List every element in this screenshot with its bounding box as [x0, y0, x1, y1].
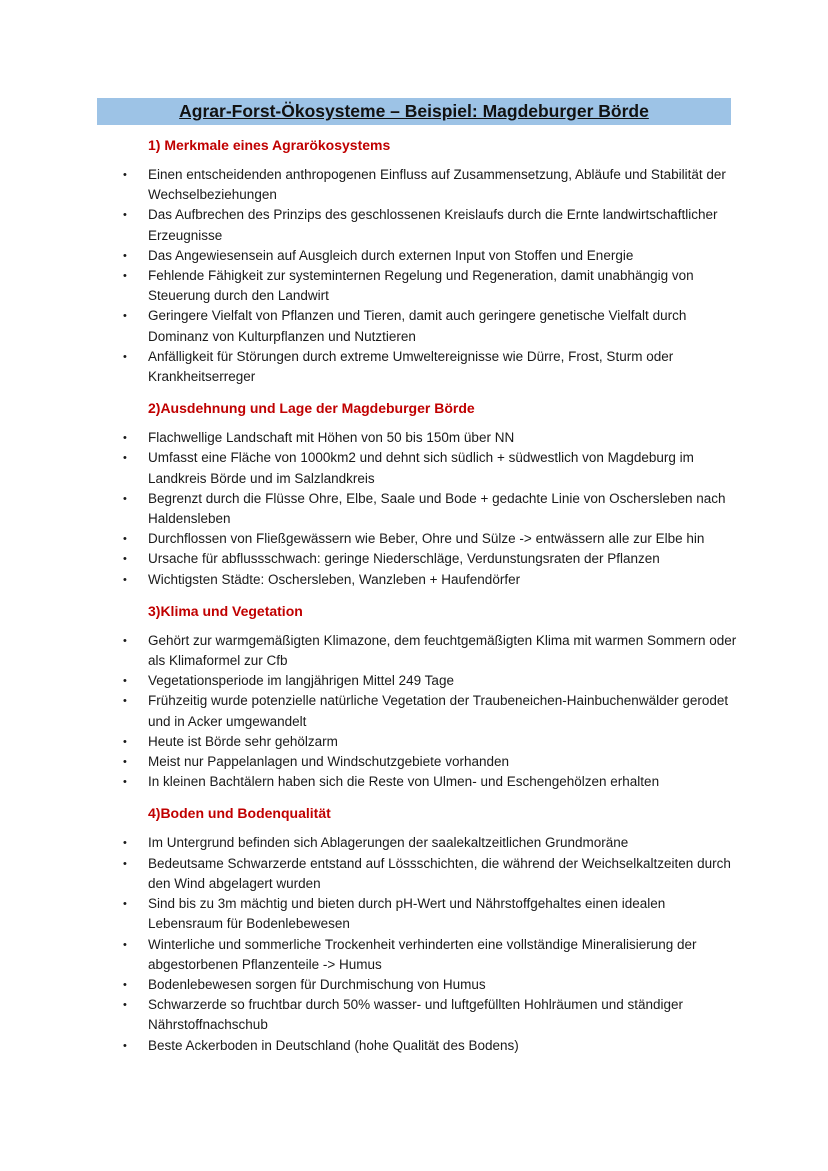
list-item: [120, 975, 740, 995]
bullet-icon: •: [123, 169, 127, 181]
bullet-icon: •: [123, 938, 127, 951]
section-merkmale: [120, 134, 740, 387]
list-item: [120, 570, 740, 590]
section-heading: 4)Boden und Bodenqualität: [148, 805, 331, 822]
list-item-text: Das Aufbrechen des Prinzips des geschlossenen Kreislaufs durch die Ernte landwirtschaftlicher Erzeugnisse: [148, 207, 718, 243]
section-heading: 1) Merkmale eines Agrarökosystems: [148, 137, 391, 153]
list-item: [120, 752, 740, 772]
bullet-icon: •: [123, 452, 127, 465]
list-item: [120, 935, 740, 975]
bullet-icon: •: [123, 837, 127, 850]
list-item: [120, 266, 740, 306]
bullet-icon: •: [123, 857, 127, 870]
list-item-text: In kleinen Bachtälern haben sich die Reste von Ulmen- und Eschengehölzen erhalten: [148, 774, 660, 790]
bullet-icon: •: [123, 634, 127, 647]
list-item: [120, 246, 740, 266]
list-item-text: Das Angewiesensein auf Ausgleich durch externen Input von Stoffen und Energie: [148, 247, 634, 263]
bullet-icon: •: [123, 573, 127, 586]
section-heading: 2)Ausdehnung und Lage der Magdeburger Börde: [148, 400, 475, 417]
list-item: [120, 691, 740, 731]
list-item: [120, 732, 740, 752]
bullet-list: [120, 428, 740, 590]
list-item: [120, 489, 740, 529]
list-item-text: Anfälligkeit für Störungen durch extreme Umweltereignisse wie Dürre, Frost, Sturm oder Krankheitserreger: [148, 348, 674, 385]
list-item-text: Bedeutsame Schwarzerde entstand auf Lössschichten, die während der Weichselkaltzeiten durch den Wind abgelagert wurden: [148, 855, 731, 891]
list-item-text: Meist nur Pappelanlagen und Windschutzgebiete vorhanden: [148, 754, 509, 770]
list-item-text: Beste Ackerboden in Deutschland (hohe Qualität des Bodens): [148, 1037, 519, 1053]
list-item: [120, 772, 740, 792]
section-klima: [120, 600, 740, 793]
list-item-text: Wichtigsten Städte: Oschersleben, Wanzleben + Haufendörfer: [148, 571, 521, 587]
list-item: [120, 306, 740, 346]
bullet-icon: •: [123, 999, 127, 1012]
title-banner: [97, 98, 731, 125]
section-ausdehnung: [120, 397, 740, 590]
bullet-list: [120, 833, 740, 1055]
bullet-list: [120, 631, 740, 793]
list-item: [120, 428, 740, 448]
list-item: [120, 549, 740, 569]
page-title: Agrar-Forst-Ökosysteme – Beispiel: Magdeburger Börde: [179, 101, 649, 121]
bullet-icon: •: [123, 978, 127, 991]
list-item: [120, 347, 740, 387]
list-item: [120, 448, 740, 488]
list-item: [120, 894, 740, 934]
list-item-text: Flachwellige Landschaft mit Höhen von 50 bis 150m über NN: [148, 430, 515, 446]
list-item: [120, 631, 740, 671]
list-item-text: Schwarzerde so fruchtbar durch 50% wasser- und luftgefüllten Hohlräumen und ständiger Nährstoffnachschub: [148, 997, 684, 1033]
bullet-icon: •: [123, 492, 127, 505]
list-item-text: Frühzeitig wurde potenzielle natürliche Vegetation der Traubeneichen-Hainbuchenwälder gerodet und in Acker umgewandelt: [148, 693, 729, 729]
list-item-text: Sind bis zu 3m mächtig und bieten durch pH-Wert und Nährstoffgehaltes einen idealen Lebensraum für Bodenlebewesen: [148, 896, 666, 932]
list-item: [120, 854, 740, 894]
list-item-text: Im Untergrund befinden sich Ablagerungen der saalekaltzeitlichen Grundmoräne: [148, 835, 629, 851]
bullet-icon: •: [123, 735, 127, 748]
list-item-text: Bodenlebewesen sorgen für Durchmischung von Humus: [148, 976, 486, 992]
list-item: [120, 529, 740, 549]
list-item-text: Umfasst eine Fläche von 1000km2 und dehnt sich südlich + südwestlich von Magdeburg im Landkreis Börde und im Salzlandkreis: [148, 450, 694, 486]
bullet-list: [120, 165, 740, 387]
list-item-text: Ursache für abflussschwach: geringe Niederschläge, Verdunstungsraten der Pflanzen: [148, 551, 660, 567]
list-item-text: Fehlende Fähigkeit zur systeminternen Regelung und Regeneration, damit unabhängig von Steuerung durch den Landwirt: [148, 268, 694, 304]
bullet-icon: •: [123, 270, 127, 283]
list-item-text: Heute ist Börde sehr gehölzarm: [148, 733, 338, 749]
section-boden: [120, 802, 740, 1055]
bullet-icon: •: [123, 209, 127, 222]
bullet-icon: •: [123, 533, 127, 546]
list-item: [120, 671, 740, 691]
list-item-text: Begrenzt durch die Flüsse Ohre, Elbe, Saale und Bode + gedachte Linie von Oschersleben nach Haldensleben: [148, 490, 726, 527]
bullet-icon: •: [123, 776, 127, 789]
section-heading: 3)Klima und Vegetation: [148, 602, 303, 619]
bullet-icon: •: [123, 898, 127, 911]
list-item: [120, 205, 740, 245]
bullet-icon: •: [123, 553, 127, 566]
bullet-icon: •: [123, 432, 127, 445]
bullet-icon: •: [123, 249, 127, 262]
list-item-text: Durchflossen von Fließgewässern wie Beber, Ohre und Sülze -> entwässern alle zur Elbe hin: [148, 531, 705, 547]
list-item-text: Geringere Vielfalt von Pflanzen und Tieren, damit auch geringere genetische Vielfalt durch Dominanz von Kulturpflanzen und Nutztieren: [148, 308, 687, 344]
list-item: [120, 833, 740, 853]
list-item-text: Winterliche und sommerliche Trockenheit verhinderten eine vollständige Mineralisierung der abgestorbenen Pflanzenteile -> Humus: [148, 936, 697, 972]
bullet-icon: •: [123, 310, 127, 323]
bullet-icon: •: [123, 675, 127, 688]
bullet-icon: •: [123, 350, 127, 363]
list-item-text: Gehört zur warmgemäßigten Klimazone, dem feuchtgemäßigten Klima mit warmen Sommern oder als Klimaformel zur Cfb: [148, 632, 737, 669]
bullet-icon: •: [123, 1039, 127, 1052]
list-item: [120, 165, 740, 205]
bullet-icon: •: [123, 756, 127, 769]
bullet-icon: •: [123, 695, 127, 708]
list-item-text: Vegetationsperiode im langjährigen Mittel 249 Tage: [148, 673, 454, 689]
document-body: [120, 134, 740, 1056]
list-item: [120, 1036, 740, 1056]
list-item-text: Einen entscheidenden anthropogenen Einfluss auf Zusammensetzung, Abläufe und Stabilität der Wechselbeziehungen: [148, 167, 726, 203]
list-item: [120, 995, 740, 1035]
